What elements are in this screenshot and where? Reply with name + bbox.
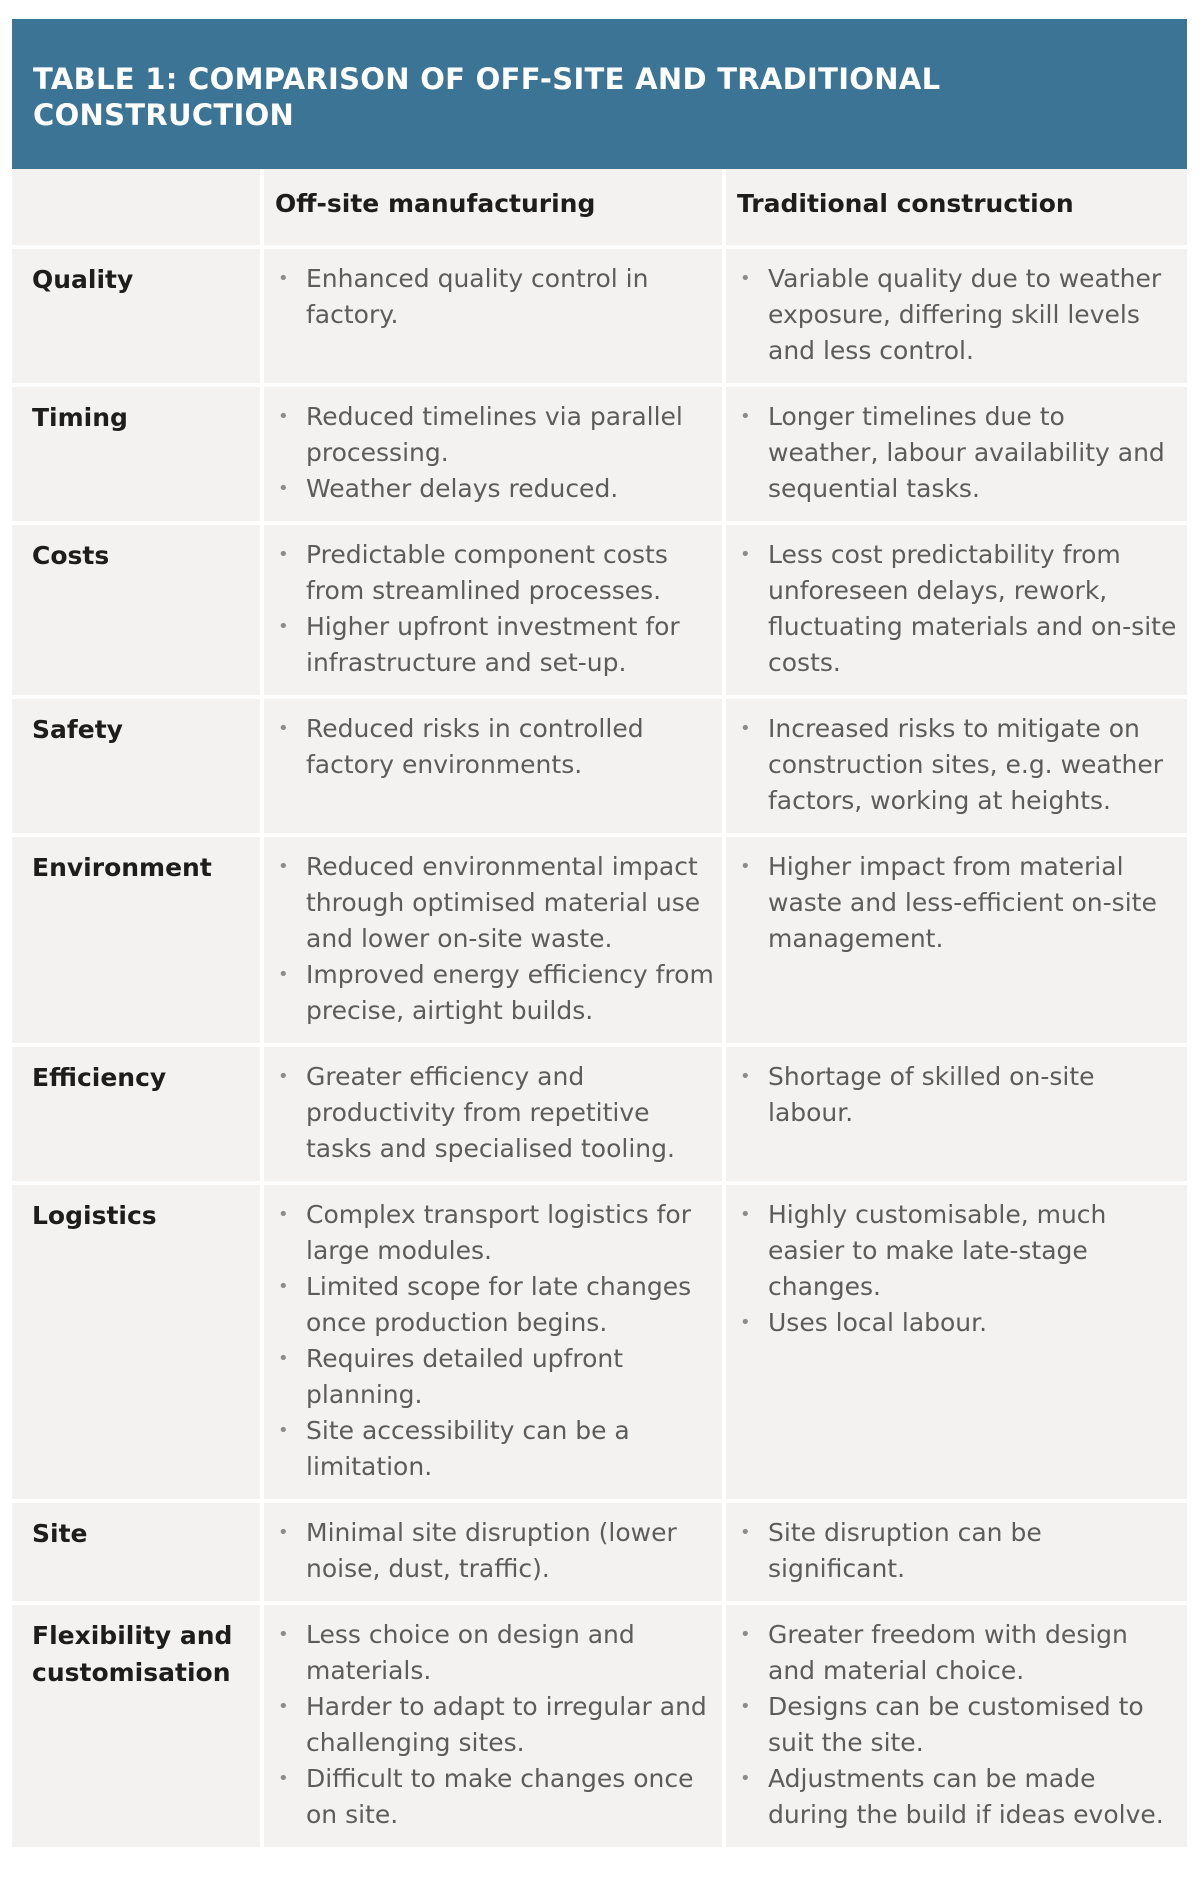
row-label-line: Flexibility and: [32, 1621, 233, 1650]
offsite-cell: [262, 697, 724, 835]
bullet-list: [274, 537, 716, 681]
bullet-item: • Requires detailed upfront planning.: [274, 1341, 716, 1413]
row-label: [12, 1603, 262, 1847]
row-label-line: Timing: [32, 403, 128, 432]
bullet-list: [736, 261, 1181, 369]
bullet-list: [274, 261, 716, 333]
row-label-line: Costs: [32, 541, 110, 570]
row-label: [12, 385, 262, 523]
bullet-list: [736, 849, 1181, 957]
bullet-item: • Reduced environmental impact through optimised material use and lower on-site waste.: [274, 849, 716, 957]
table-title-line-2: CONSTRUCTION: [33, 98, 295, 132]
row-label-line: Logistics: [32, 1201, 157, 1230]
traditional-cell: [724, 1603, 1187, 1847]
comparison-table: [12, 19, 1187, 1847]
table-row: [12, 1603, 1187, 1847]
bullet-item: • Harder to adapt to irregular and challenging sites.: [274, 1689, 716, 1761]
offsite-cell: [262, 385, 724, 523]
traditional-cell: [724, 835, 1187, 1045]
header-blank: [12, 169, 262, 247]
offsite-cell: [262, 523, 724, 697]
row-label: [12, 1183, 262, 1501]
bullet-list: [736, 537, 1181, 681]
table-row: [12, 697, 1187, 835]
row-label: [12, 247, 262, 385]
offsite-cell: [262, 247, 724, 385]
bullet-list: [274, 399, 716, 507]
bullet-item: • Limited scope for late changes once production begins.: [274, 1269, 716, 1341]
offsite-cell: [262, 1501, 724, 1603]
bullet-item: • Higher upfront investment for infrastructure and set-up.: [274, 609, 716, 681]
table-row: [12, 523, 1187, 697]
row-label-line: Efficiency: [32, 1063, 167, 1092]
bullet-item: • Reduced risks in controlled factory environments.: [274, 711, 716, 783]
row-label-line: Environment: [32, 853, 212, 882]
bullet-item: • Higher impact from material waste and less-efficient on-site management.: [736, 849, 1181, 957]
bullet-item: • Improved energy efficiency from precise, airtight builds.: [274, 957, 716, 1029]
bullet-list: [736, 1617, 1181, 1833]
table-row: [12, 1183, 1187, 1501]
bullet-list: [736, 1515, 1181, 1587]
bullet-item: • Site accessibility can be a limitation.: [274, 1413, 716, 1485]
traditional-cell: [724, 1183, 1187, 1501]
bullet-list: [274, 1197, 716, 1485]
bullet-list: [274, 1059, 716, 1167]
bullet-item: • Highly customisable, much easier to make late-stage changes.: [736, 1197, 1181, 1305]
offsite-cell: [262, 1603, 724, 1847]
bullet-list: [736, 399, 1181, 507]
traditional-cell: [724, 1045, 1187, 1183]
traditional-cell: [724, 247, 1187, 385]
bullet-item: • Site disruption can be significant.: [736, 1515, 1181, 1587]
comparison-grid: [12, 169, 1187, 1847]
offsite-cell: [262, 835, 724, 1045]
bullet-item: • Shortage of skilled on-site labour.: [736, 1059, 1181, 1131]
bullet-item: • Minimal site disruption (lower noise, dust, traffic).: [274, 1515, 716, 1587]
bullet-item: • Longer timelines due to weather, labour availability and sequential tasks.: [736, 399, 1181, 507]
bullet-item: • Difficult to make changes once on site.: [274, 1761, 716, 1833]
bullet-list: [274, 849, 716, 1029]
bullet-item: • Less choice on design and materials.: [274, 1617, 716, 1689]
bullet-list: [736, 711, 1181, 819]
bullet-item: • Variable quality due to weather exposure, differing skill levels and less control.: [736, 261, 1181, 369]
offsite-cell: [262, 1045, 724, 1183]
table-body: [12, 247, 1187, 1847]
bullet-item: • Uses local labour.: [736, 1305, 1181, 1341]
table-row: [12, 1045, 1187, 1183]
bullet-item: • Increased risks to mitigate on construction sites, e.g. weather factors, working at heights.: [736, 711, 1181, 819]
row-label: [12, 835, 262, 1045]
row-label: [12, 697, 262, 835]
row-label: [12, 523, 262, 697]
offsite-cell: [262, 1183, 724, 1501]
row-label-line: Safety: [32, 715, 123, 744]
header-row: [12, 169, 1187, 247]
bullet-list: [274, 1515, 716, 1587]
bullet-item: • Greater freedom with design and material choice.: [736, 1617, 1181, 1689]
traditional-cell: [724, 1501, 1187, 1603]
table-row: [12, 247, 1187, 385]
table-row: [12, 1501, 1187, 1603]
bullet-item: • Weather delays reduced.: [274, 471, 716, 507]
header-offsite: Off-site manufacturing: [262, 169, 724, 247]
traditional-cell: [724, 385, 1187, 523]
bullet-item: • Complex transport logistics for large modules.: [274, 1197, 716, 1269]
table-title: [12, 19, 1187, 169]
row-label: [12, 1501, 262, 1603]
bullet-item: • Adjustments can be made during the build if ideas evolve.: [736, 1761, 1181, 1833]
row-label-line: Quality: [32, 265, 134, 294]
bullet-list: [274, 1617, 716, 1833]
traditional-cell: [724, 523, 1187, 697]
bullet-item: • Designs can be customised to suit the site.: [736, 1689, 1181, 1761]
row-label-line: customisation: [32, 1658, 231, 1687]
row-label: [12, 1045, 262, 1183]
table-title-line-1: TABLE 1: COMPARISON OF OFF-SITE AND TRADITIONAL: [33, 62, 941, 96]
bullet-item: • Less cost predictability from unforeseen delays, rework, fluctuating materials and on-site costs.: [736, 537, 1181, 681]
table-row: [12, 385, 1187, 523]
table-row: [12, 835, 1187, 1045]
bullet-item: • Greater efficiency and productivity from repetitive tasks and specialised tooling.: [274, 1059, 716, 1167]
bullet-item: • Reduced timelines via parallel processing.: [274, 399, 716, 471]
bullet-list: [274, 711, 716, 783]
header-traditional: Traditional construction: [724, 169, 1187, 247]
bullet-item: • Enhanced quality control in factory.: [274, 261, 716, 333]
bullet-item: • Predictable component costs from streamlined processes.: [274, 537, 716, 609]
traditional-cell: [724, 697, 1187, 835]
bullet-list: [736, 1197, 1181, 1341]
bullet-list: [736, 1059, 1181, 1131]
row-label-line: Site: [32, 1519, 88, 1548]
